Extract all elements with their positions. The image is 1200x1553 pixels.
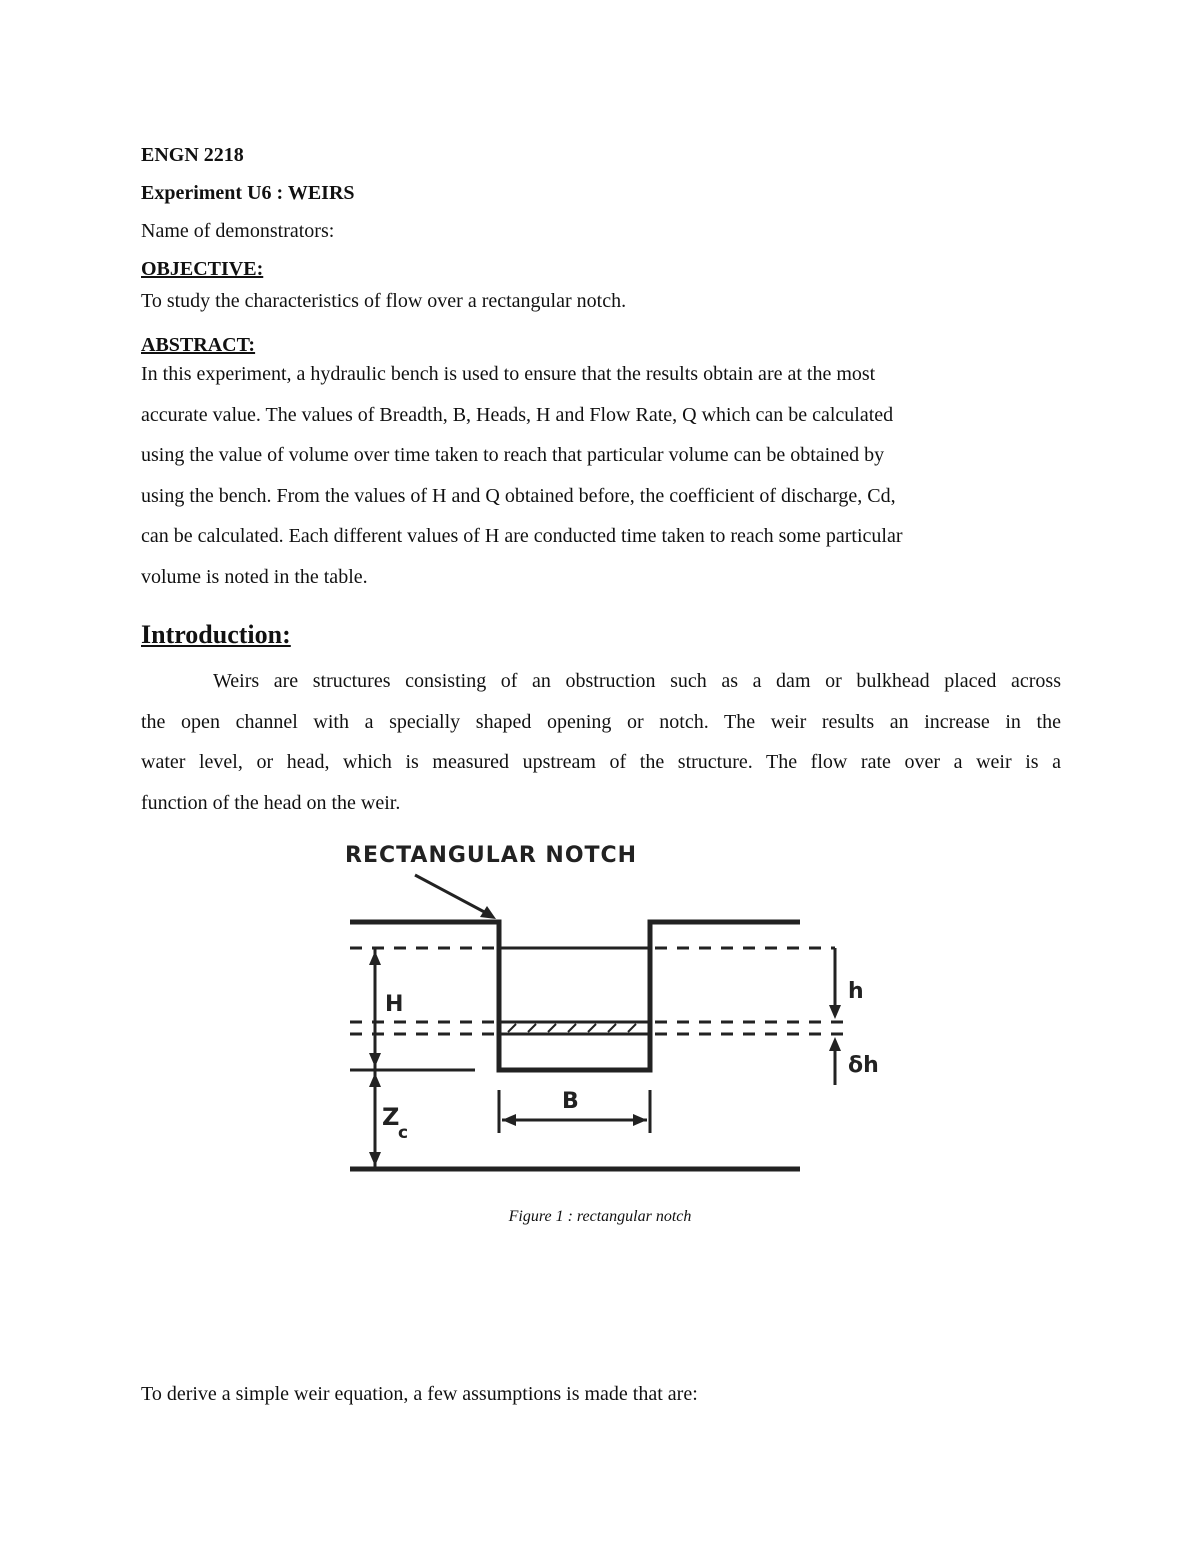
- objective-heading: OBJECTIVE:: [141, 258, 264, 280]
- abstract-body: [141, 354, 1061, 598]
- arrowhead: [369, 1073, 381, 1087]
- weir-outline: [350, 922, 800, 1070]
- figure-title: RECTANGULAR NOTCH: [345, 843, 638, 868]
- label-z: Z: [382, 1103, 400, 1131]
- introduction-line: water level, or head, which is measured upstream of the structure. The flow rate over a weir is a: [141, 751, 1061, 774]
- course-code: ENGN 2218: [141, 144, 244, 166]
- arrowhead: [369, 951, 381, 965]
- strip-hatching: [508, 1024, 636, 1032]
- label-z-subscript: c: [398, 1123, 409, 1143]
- abstract-heading: ABSTRACT:: [141, 334, 256, 356]
- introduction-line: Weirs are structures consisting of an obstruction such as a dam or bulkhead placed across: [213, 670, 1061, 692]
- abstract-line: using the bench. From the values of H and Q obtained before, the coefficient of discharge, Cd,: [141, 484, 896, 507]
- label-delta-h: δh: [848, 1053, 879, 1078]
- abstract-line: volume is noted in the table.: [141, 565, 368, 588]
- label-small-h: h: [848, 979, 864, 1004]
- label-big-h: H: [385, 992, 404, 1017]
- arrowhead: [369, 1152, 381, 1166]
- introduction-line: function of the head on the weir.: [141, 791, 401, 814]
- introduction-body: [141, 661, 1061, 823]
- arrowhead: [633, 1114, 647, 1126]
- rectangular-notch-diagram: [330, 835, 900, 1200]
- demonstrators-label: Name of demonstrators:: [141, 220, 335, 242]
- arrowhead: [829, 1037, 841, 1051]
- abstract-line: using the value of volume over time taken to reach that particular volume can be obtained by: [141, 444, 885, 467]
- title-leader-line: [415, 875, 490, 915]
- arrowhead: [369, 1053, 381, 1067]
- abstract-line: accurate value. The values of Breadth, B, Heads, H and Flow Rate, Q which can be calculated: [141, 403, 894, 426]
- objective-text: To study the characteristics of flow over a rectangular notch.: [141, 290, 627, 312]
- figure-caption: Figure 1 : rectangular notch: [508, 1208, 692, 1225]
- arrowhead: [502, 1114, 516, 1126]
- experiment-title: Experiment U6 : WEIRS: [141, 182, 355, 204]
- introduction-heading: Introduction:: [141, 620, 291, 649]
- closing-text: To derive a simple weir equation, a few assumptions is made that are:: [141, 1383, 698, 1405]
- label-b: B: [562, 1089, 579, 1114]
- arrowhead: [829, 1005, 841, 1019]
- introduction-line: the open channel with a specially shaped opening or notch. The weir results an increase in the: [141, 710, 1061, 733]
- abstract-line: In this experiment, a hydraulic bench is used to ensure that the results obtain are at the most: [141, 363, 876, 385]
- abstract-line: can be calculated. Each different values of H are conducted time taken to reach some particular: [141, 525, 903, 548]
